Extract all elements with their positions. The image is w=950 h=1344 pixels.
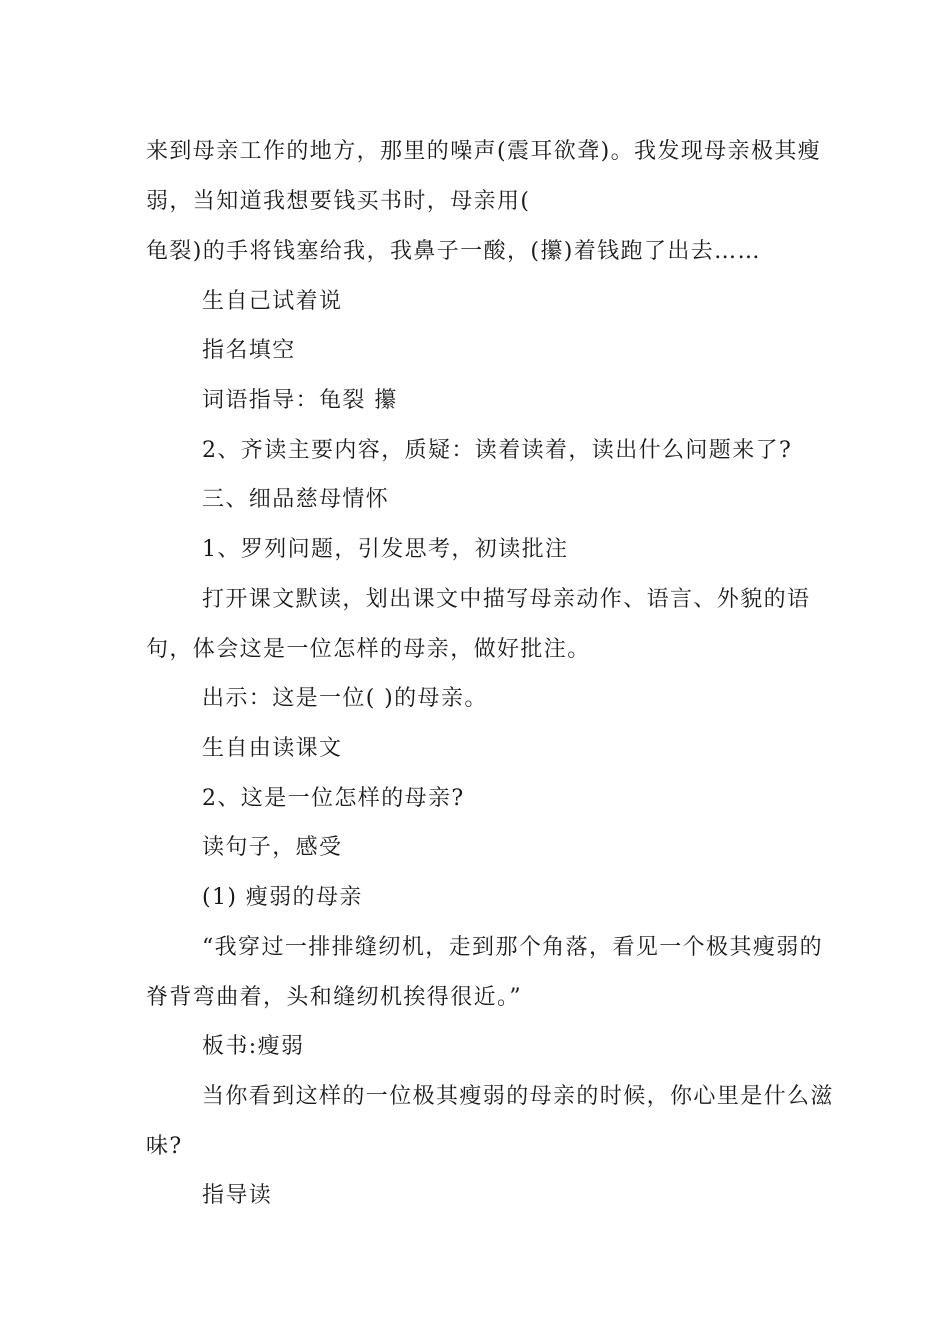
paragraph-line: 来到母亲工作的地方，那里的噪声(震耳欲聋)。我发现母亲极其瘦	[146, 139, 822, 164]
quote-line: 脊背弯曲着，头和缝纫机挨得很近。”	[146, 985, 523, 1010]
paragraph-line: 生自己试着说	[202, 289, 343, 314]
paragraph-line: 出示：这是一位( )的母亲。	[202, 686, 488, 711]
paragraph-line: 弱，当知道我想要钱买书时，母亲用(	[146, 189, 531, 214]
paragraph-line: 味?	[146, 1134, 183, 1159]
paragraph-line: 指名填空	[202, 338, 296, 363]
paragraph-line: 2、齐读主要内容，质疑：读着读着，读出什么问题来了?	[202, 438, 793, 463]
paragraph-line: 当你看到这样的一位极其瘦弱的母亲的时候，你心里是什么滋	[202, 1084, 834, 1109]
paragraph-line: 打开课文默读，划出课文中描写母亲动作、语言、外貌的语	[202, 587, 811, 612]
paragraph-line: 指导读	[202, 1183, 273, 1208]
paragraph-line: 1、罗列问题，引发思考，初读批注	[202, 537, 569, 562]
paragraph-line: (1) 瘦弱的母亲	[202, 885, 363, 910]
section-heading: 三、细品慈母情怀	[202, 487, 390, 512]
paragraph-line: 龟裂)的手将钱塞给我，我鼻子一酸，(攥)着钱跑了出去……	[146, 239, 761, 264]
paragraph-line: 生自由读课文	[202, 736, 343, 761]
paragraph-line: 读句子，感受	[202, 835, 343, 860]
quote-line: “我穿过一排排缝纫机，走到那个角落，看见一个极其瘦弱的	[202, 935, 824, 960]
paragraph-line: 词语指导：龟裂 攥	[202, 388, 398, 413]
paragraph-line: 板书:瘦弱	[202, 1034, 305, 1059]
paragraph-line: 2、这是一位怎样的母亲?	[202, 786, 465, 811]
paragraph-line: 句，体会这是一位怎样的母亲，做好批注。	[146, 637, 591, 662]
